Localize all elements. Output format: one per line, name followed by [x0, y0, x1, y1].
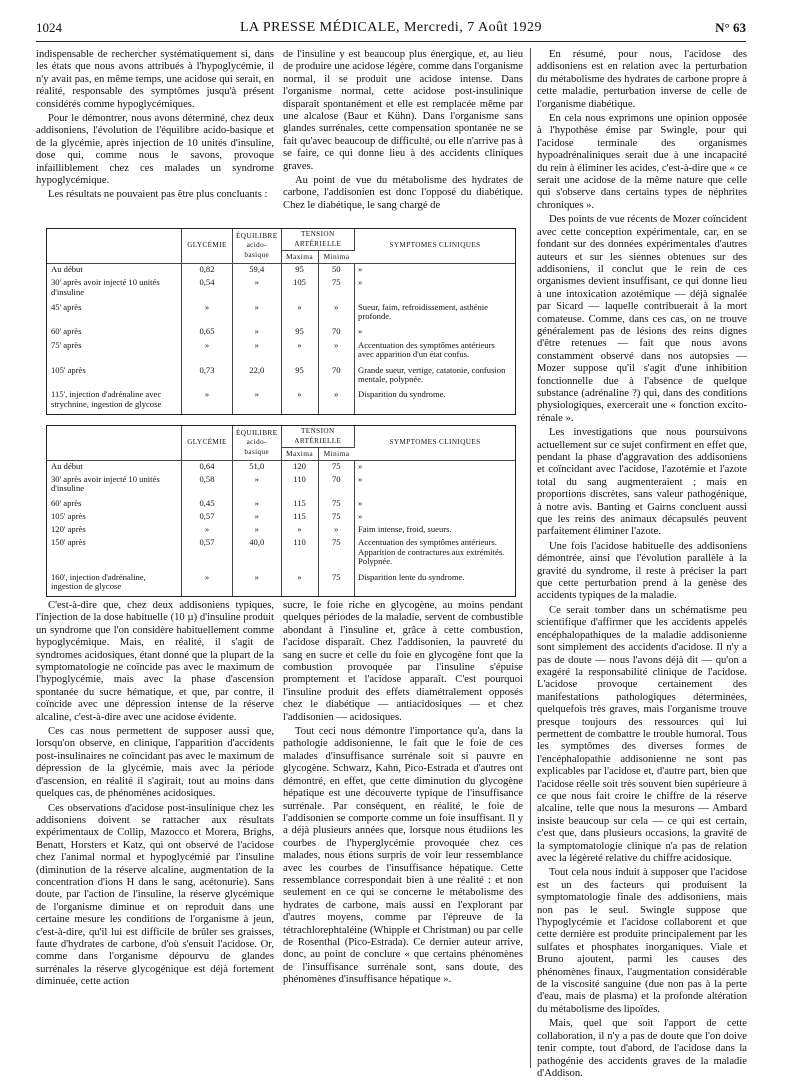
symptoms-text: » [358, 497, 363, 508]
header-glycemie: GLYCÉMIE [182, 229, 233, 263]
maxima-value: 115 [281, 511, 318, 524]
glycemie-value: » [182, 340, 233, 365]
glycemie-value: » [182, 524, 233, 537]
maxima-value: » [281, 524, 318, 537]
symptoms-text: » [358, 263, 363, 274]
paragraph: Ces cas nous permettent de supposer aussi que, lorsqu'on observe, en clinique, l'apparition d'accidents post-insulinaires ne coïncidant pas avec le maximum de dépression de la glycémie, mais avec la période d'ascension, en réalité il s'agirait, tout au moins dans quelques cas, de phénomènes acidosiques. [36, 726, 274, 800]
minima-value: » [318, 302, 355, 327]
issue-number: N° 63 [715, 20, 746, 35]
table-row [47, 474, 515, 498]
equilibre-value: » [233, 340, 282, 365]
maxima-value: » [281, 389, 318, 414]
symptoms-text: » [358, 277, 363, 288]
symptoms-text: Accentuation des symptômes antérieurs avec apparition d'un état confus. [358, 339, 495, 360]
results-table-2 [46, 425, 516, 597]
header-symptomes: SYMPTOMES CLINIQUES [355, 229, 515, 263]
glycemie-value: 0,45 [182, 498, 233, 511]
table-row [47, 537, 515, 572]
symptoms-text: » [358, 473, 363, 484]
symptoms-text: » [358, 510, 363, 521]
maxima-value: » [281, 572, 318, 596]
table-row [47, 498, 515, 511]
row-label: 30' après avoir injecté 10 unités d'insuline [47, 277, 182, 302]
equilibre-value: 59,4 [233, 263, 282, 277]
glycemie-value: » [182, 572, 233, 596]
symptoms-text: Disparition lente du syndrome. [358, 571, 465, 582]
row-label: 60' après [47, 498, 182, 511]
maxima-value: » [281, 340, 318, 365]
row-label: 150' après [47, 537, 182, 572]
minima-value: » [318, 340, 355, 365]
paragraph: En cela nous exprimons une opinion opposée à l'hypothèse émise par Swingle, pour qui l'acidose terminale des organismes hypoadrénaliniques serait due à une incapacité du rein à éliminer les acides, c'est-à-dire que « ce serait une acidose de la même nature que celle qui s'observe dans certains types de néphrites chroniques ». [537, 113, 747, 211]
equilibre-value: » [233, 474, 282, 498]
table-row [47, 263, 515, 277]
symptoms-text: » [358, 460, 363, 471]
minima-value: 75 [318, 498, 355, 511]
row-label: 60' après [47, 326, 182, 340]
paragraph: Ces observations d'acidose post-insulinique chez les addisoniens doivent se rattacher aux résultats expérimentaux de Collip, Mazocco et Morera, Brighs, Benatt, Horsters et Katz, qui ont observé de l'acidose chez l'animal normal et hypoglycémié par l'insuline (diminution de la réserve alcaline, augmentation de la concentration d'ions H dans le sang, acétonurie). Sans doute, par l'action de l'insuline, la réserve glycémique de l'organisme diminue et on reproduit dans une certaine mesure les conditions de l'organisme à jeun, c'est-à-dire, qu'il lui est difficile de brûler ses graisses, faute d'hydrates de carbone, d'où s'ensuit l'acidose. Or, comme dans l'organisme dépourvu de glandes surrénales la réserve glycogénique est déjà fortement diminuée, cette action [36, 802, 274, 988]
column-divider [530, 48, 531, 1068]
header-rule [36, 41, 746, 42]
minima-value: 75 [318, 511, 355, 524]
header-symptomes: SYMPTOMES CLINIQUES [355, 426, 515, 460]
equilibre-value: » [233, 302, 282, 327]
header-equilibre: ÉQUILIBRE acido-basique [233, 229, 282, 263]
column-right [537, 49, 747, 1082]
paragraph: Ce serait tomber dans un schématisme peu scientifique d'affirmer que les accidents appelés encéphalopathiques de la maladie addisonienne sont simplement des accidents d'acidose. Il n'y a pas de doute — nous l'avons déjà dit — qu'on a exagéré la responsabilité clinique de l'acidose. L'acidose provoque certainement des manifestations pathologiques déterminées, quelquefois très graves, mais l'organisme trouve presque toujours des ressources qui lui permettent de combattre le trouble humoral. Tous les symptômes des diverses formes de l'encéphalopathie addisonienne ne sont pas explicables par l'acidose et, d'autre part, bien que l'acidose réelle soit très souvent bien supérieure à ce que nous fait croire le chiffre de la réserve alcaline, telle que nous la mesurons — Ambard insiste beaucoup sur cela — ce qui est certain, c'est que, dans plusieurs occasions, la gravité de la symptomatologie clinique n'a pas de relation avec la légèreté relative du chiffre acidosique. [537, 604, 747, 864]
maxima-value: 110 [281, 474, 318, 498]
equilibre-value: 22,0 [233, 365, 282, 390]
paragraph: En résumé, pour nous, l'acidose des addisoniens est en relation avec la perturbation du métabolisme des hydrates de carbone propre à cette maladie, perturbation inverse de celle de l'organisme diabétique. [537, 49, 747, 110]
row-label: 120' après [47, 524, 182, 537]
table-row [47, 511, 515, 524]
table-row [47, 524, 515, 537]
glycemie-value: 0,54 [182, 277, 233, 302]
minima-value: 50 [318, 263, 355, 277]
maxima-value: 115 [281, 498, 318, 511]
paragraph: Une fois l'acidose habituelle des addisoniens démontrée, ainsi que l'évolution parallèle à la gravité du syndrome, il reste à préciser la part que cette perturbation prend à la genèse des accidents typiques de la maladie. [537, 540, 747, 602]
equilibre-value: » [233, 277, 282, 302]
row-label: 75' après [47, 340, 182, 365]
paragraph: Tout cela nous induit à supposer que l'acidose est un des facteurs qui produisent la symptomatologie finale des addisoniens, mais non pas le seul. Swingle suppose que l'hypoglycémie et l'acidose collaborent et que cette dernière est produite principalement par les sulfates et phosphates inorganiques. Viale et Bruno ajoutent, parmi les causes des phénomènes finaux, l'augmentation considérable de la viscosité sanguine (due non pas à la perte d'eau, mais de plasma) et la profonde altération du métabolisme des lipoïdes. [537, 867, 747, 1015]
header-maxima: Maxima [281, 251, 318, 264]
table-row [47, 277, 515, 302]
column-left-bottom [36, 600, 274, 991]
journal-title: LA PRESSE MÉDICALE, Mercredi, 7 Août 1929 [239, 20, 543, 35]
maxima-value: 95 [281, 326, 318, 340]
symptoms-text: Grande sueur, vertige, catatonie, confusion mentale, polypnée. [358, 364, 506, 385]
table-row [47, 460, 515, 474]
glycemie-value: » [182, 302, 233, 327]
paragraph: Mais, quel que soit l'apport de cette collaboration, il n'y a pas de doute que l'on doive tenir compte, tout d'abord, de l'acidose dans la pathogénie des accidents graves de la maladie d'Addison. [537, 1018, 747, 1079]
row-label: 160', injection d'adrénaline, ingestion de glycose [47, 572, 182, 596]
paragraph: C'est-à-dire que, chez deux addisoniens typiques, l'injection de la dose habituelle (10 µ) d'insuline produit un syndrome que l'on considère habituellement comme hypoglycémique. Mais, en réalité, il s'agit de syndromes acidosiques, étant donné que la plupart de la symptomatologie ne coïncide pas avec le maximum de l'hypoglycémie, mais avec la phase d'ascension spontanée du sucre hématique, et que, par contre, il coïncide avec une dépression intense de la réserve alcaline, c'est-à-dire avec une acidose évidente. [36, 600, 274, 723]
glycemie-value: 0,58 [182, 474, 233, 498]
table-row [47, 572, 515, 596]
row-label: Au début [47, 263, 182, 277]
equilibre-value: 40,0 [233, 537, 282, 572]
paragraph: de l'insuline y est beaucoup plus énergique, et, au lieu de produire une acidose légère, comme dans l'organisme normal, il se produit une acidose intense. Dans l'organisme normal, cette acidose post-insulinique disparaît spontanément et elle est remplacée même par une alcalose (Baur et Kühn). Dans l'organisme sans glandes surrénales, cette compensation spontanée ne se fait qu'avec beaucoup de difficulté, ou elle n'arrive pas à se faire, ce qui donne lieu à des accidents cliniques graves. [283, 49, 523, 172]
glycemie-value: 0,57 [182, 537, 233, 572]
table-row [47, 302, 515, 327]
header-equilibre: ÉQUILIBRE acido-basique [233, 426, 282, 460]
equilibre-value: » [233, 511, 282, 524]
glycemie-value: 0,65 [182, 326, 233, 340]
column-left-top [36, 49, 274, 204]
paragraph: Tout ceci nous démontre l'importance qu'a, dans la pathologie addisonienne, le fait que le foie de ces malades d'insuffisance surrénale soit si pauvre en glycogène. Schwarz, Kahn, Pico-Estrada et d'autres ont démontré, en effet, que cette diminution du glycogène hépatique est une découverte typique de l'insuffisance surrénale. Par conséquent, en réalité, le foie de l'addisonien se comporte comme un foie insuffisant. Il y a déjà plusieurs années que, lorsque nous étudiions les courbes de l'hyperglycémie provoquée chez ces malades, nous étions surpris de voir leur ressemblance avec les courbes de l'insuffisance hépatique. Cette ressemblance correspondait bien à une réalité : et non seulement en ce qui se concerne le métabolisme des hydrates de carbone, mais aussi en l'explorant par d'autres moyens, comme par l'épreuve de la tétrachlorephtaléine (Whipple et Christman) ou par celle de Rosenthal (Pico-Estrada). Ce dernier auteur arrive, donc, au point de conclure « que certains phénomènes de l'insuffisance surrénale sont, sans doute, des phénomènes d'insuffisance hépatique ». [283, 726, 523, 986]
maxima-value: 105 [281, 277, 318, 302]
equilibre-value: » [233, 572, 282, 596]
header-minima: Minima [318, 251, 355, 264]
row-label: 105' après [47, 511, 182, 524]
symptoms-text: Sueur, faim, refroidissement, asthénie profonde. [358, 301, 488, 322]
header-minima: Minima [318, 448, 355, 461]
equilibre-value: » [233, 498, 282, 511]
symptoms-text: » [358, 326, 363, 337]
paragraph: Les investigations que nous poursuivons actuellement sur ce sujet confirment en effet que, pendant la phase d'aggravation des addisoniens et coïncidant avec l'acidose, l'azotémie et l'azote total du sang augmenteraient ; mais en proportions discrètes, sans valeur pathogénique, à notre avis. Banting et Gairns concluent aussi que les reins des animaux décapsulés peuvent parfaitement éliminer l'azote. [537, 427, 747, 538]
equilibre-value: » [233, 389, 282, 414]
header-maxima: Maxima [281, 448, 318, 461]
table-row [47, 389, 515, 414]
paragraph: indispensable de rechercher systématiquement si, dans les états que nous avons attribués à l'hypoglycémie, il n'y avait pas, en même temps, une acidose qui serait, en réalité, responsable des symptômes jusqu'à présent considérés comme hypoglycémiques. [36, 49, 274, 110]
paragraph: Les résultats ne pouvaient pas être plus concluants : [48, 189, 268, 201]
maxima-value: 95 [281, 365, 318, 390]
equilibre-value: 51,0 [233, 460, 282, 474]
paragraph: sucre, le foie riche en glycogène, au moins pendant quelques périodes de la maladie, servent de combustible abondant à l'insuline et, grâce à cette combustion, l'acidose disparaît. Chez l'addisonien, la pauvreté du sang en sucre et celle du foie en glycogène font que la combustion provoquée par l'insuline s'épuise promptement et l'acidose apparaît. C'est pourquoi l'insuline produit des effets diamétralement opposés chez le diabétique — antiacidosiques — et chez l'addisonien — acidosiques. [283, 600, 523, 723]
glycemie-value: 0,82 [182, 263, 233, 277]
header-tension: TENSION ARTÉRIELLE [281, 229, 355, 251]
paragraph: Pour le démontrer, nous avons déterminé, chez deux addisoniens, l'évolution de l'équilibre acido-basique et de la glycémie, après injection de 10 unités d'insuline, dose qui, comme nous le savons, provoque infailliblement chez ces malades un syndrome hypoglycémique. [36, 113, 274, 187]
minima-value: 75 [318, 460, 355, 474]
glycemie-value: 0,57 [182, 511, 233, 524]
header-tension: TENSION ARTÉRIELLE [281, 426, 355, 448]
table-row [47, 365, 515, 390]
row-label: 105' après [47, 365, 182, 390]
table-row [47, 340, 515, 365]
header-glycemie: GLYCÉMIE [182, 426, 233, 460]
symptoms-text: Accentuation des symptômes antérieurs. Apparition de contractures aux extrémités. Polypnée. [358, 537, 505, 567]
page-header [36, 20, 746, 40]
minima-value: » [318, 524, 355, 537]
minima-value: 75 [318, 277, 355, 302]
results-table-1 [46, 228, 516, 415]
minima-value: 70 [318, 326, 355, 340]
minima-value: 75 [318, 537, 355, 572]
equilibre-value: » [233, 524, 282, 537]
glycemie-value: 0,64 [182, 460, 233, 474]
paragraph: Au point de vue du métabolisme des hydrates de carbone, l'addisonien est donc l'opposé du diabétique. Chez le diabétique, le sang chargé de [283, 175, 523, 211]
column-middle-bottom [283, 600, 523, 989]
maxima-value: 120 [281, 460, 318, 474]
maxima-value: » [281, 302, 318, 327]
symptoms-text: Faim intense, froid, sueurs. [358, 523, 452, 534]
minima-value: » [318, 389, 355, 414]
maxima-value: 95 [281, 263, 318, 277]
row-label: Au début [47, 460, 182, 474]
glycemie-value: 0,73 [182, 365, 233, 390]
table-row [47, 326, 515, 340]
glycemie-value: » [182, 389, 233, 414]
symptoms-text: Disparition du syndrome. [358, 389, 446, 400]
maxima-value: 110 [281, 537, 318, 572]
page-number: 1024 [36, 20, 62, 35]
equilibre-value: » [233, 326, 282, 340]
row-label: 45' après [47, 302, 182, 327]
minima-value: 75 [318, 572, 355, 596]
row-label: 115', injection d'adrénaline avec strychnine, ingestion de glycose [47, 389, 182, 414]
column-middle-top [283, 49, 523, 214]
minima-value: 70 [318, 474, 355, 498]
paragraph: Des points de vue récents de Mozer coïncident avec cette conception expérimentale, car, en se fondant sur des données expérimentales d'autres auteurs et sur les siennes obtenues sur des addisoniens, il conclut que le rein de ces organismes devient insuffisant, ce qui donne lieu à une intoxication azotémique — déjà signalée par Sicard — laquelle contribuerait à la mort comateuse. Comme, dans ces cas, on ne trouve généralement pas de lésions des reins dignes d'être retenues — fait que nous avons constamment observé dans nos autopsies — Mozer suppose qu'il s'agit d'une inhibition fonctionnelle due à l'absence de quelque substance (adrénaline ?) qui, dans des conditions physiologiques, exercerait une « fonction excito-rénale ». [537, 214, 747, 424]
row-label: 30' après avoir injecté 10 unités d'insuline [47, 474, 182, 498]
minima-value: 70 [318, 365, 355, 390]
